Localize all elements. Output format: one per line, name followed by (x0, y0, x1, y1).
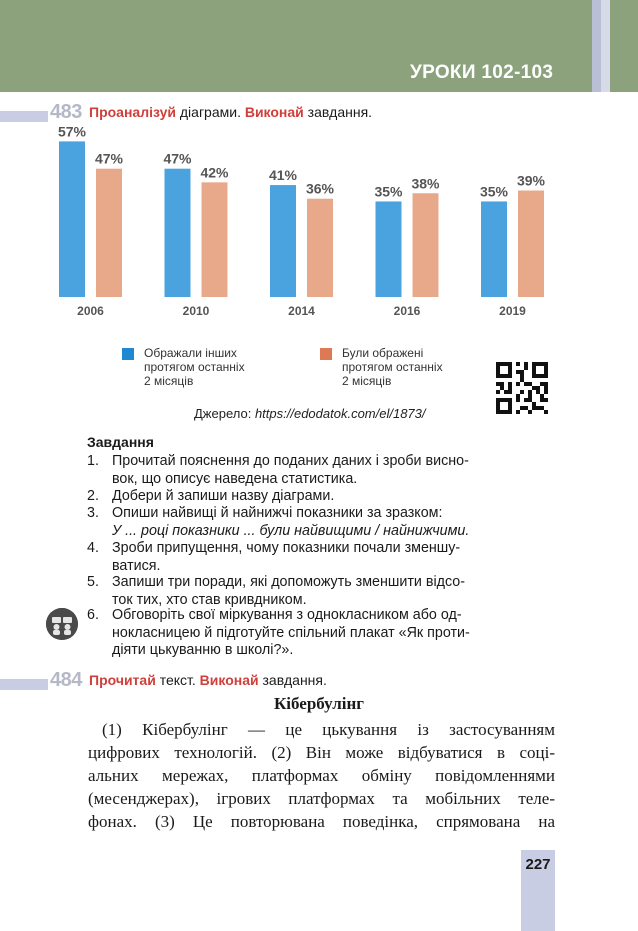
task-verb: Проаналізуй (89, 104, 176, 120)
section-title: Кібербулінг (273, 694, 365, 713)
chart-bar (202, 182, 228, 297)
task-text: текст. (155, 672, 200, 688)
chart-category-label: 2010 (182, 304, 210, 318)
chart-value-label: 41% (268, 167, 298, 184)
paragraph-line: фонах. (3) Це повторювана поведінка, спрямована на (88, 812, 555, 831)
task-item-line: вок, що описує наведена статистика. (112, 470, 358, 487)
chart-value-label: 38% (411, 175, 440, 192)
chart-bar (270, 185, 296, 297)
chart-value-label: 35% (479, 183, 509, 200)
chart-value-label: 47% (163, 150, 192, 167)
chart-category-label: 2014 (288, 304, 315, 318)
legend-swatch-victims (320, 348, 332, 360)
task-text: завдання. (258, 672, 327, 688)
paragraph-line: (1) Кібербулінг — це цькування із застосуванням (102, 720, 555, 739)
chart-category-label: 2016 (393, 304, 421, 318)
chart-value-label: 47% (94, 150, 124, 167)
chart-value-label: 42% (200, 164, 229, 181)
task-number: 484 (50, 669, 82, 691)
legend-label-victims: Були ображені протягом останніх 2 місяців (342, 346, 443, 388)
page-number: 227 (525, 856, 551, 873)
chart-value-label: 35% (374, 183, 403, 200)
chart-value-label: 36% (305, 180, 335, 197)
header-stripe (592, 0, 601, 92)
pair-work-icon (46, 608, 78, 640)
task-item-line: Добери й запиши назву діаграми. (112, 488, 335, 504)
task-item-line: Опиши найвищі й найнижчі показники за зразком: (112, 505, 443, 521)
task-marker-bar (0, 679, 48, 690)
bar-chart-svg (50, 125, 550, 325)
task-item-number: 3. (87, 505, 99, 521)
source-link[interactable]: https://edodatok.com/el/1873/ (254, 406, 426, 421)
paragraph-line: цифрових технологій. (2) Він може відбуватися в соці- (88, 743, 555, 762)
task-item-line: Зроби припущення, чому показники почали зменшу- (112, 540, 461, 556)
task-item-number: 6. (87, 607, 99, 623)
chart-value-label: 57% (57, 125, 87, 140)
task-item-line: Прочитай пояснення до поданих даних і зроби висно- (112, 453, 469, 469)
task-item-line: діяти цькуванню в школі?». (112, 642, 294, 658)
chart-bar (518, 191, 544, 297)
paragraph-line: альних мережах, платформах обміну повідомленнями (88, 766, 555, 785)
tasks-heading: Завдання (87, 434, 154, 450)
paragraph-line: (месенджерах), ігрових платформах та мобільних теле- (88, 789, 555, 808)
task-verb: Прочитай (89, 672, 156, 688)
task-item-line: нокласницею й підготуйте спільний плакат «Як проти- (112, 624, 470, 641)
chart-bar (481, 201, 507, 297)
task-item-number: 1. (87, 453, 99, 469)
chart-category-label: 2019 (499, 304, 526, 318)
task-number: 483 (50, 101, 82, 123)
task-item-number: 2. (87, 488, 99, 504)
task-marker-bar (0, 111, 48, 122)
chart-category-label: 2006 (77, 304, 104, 318)
chart-bar (307, 199, 333, 297)
task-item-line: ток тих, хто став кривдником. (112, 591, 307, 608)
source-label: Джерело: (194, 406, 255, 421)
source-line (194, 406, 426, 421)
task-verb: Виконай (244, 104, 304, 120)
header-stripe (601, 0, 610, 92)
lesson-title: УРОКИ 102-103 (410, 62, 554, 83)
qr-code-icon[interactable] (496, 362, 548, 414)
task-text: завдання. (303, 104, 373, 120)
chart-bar (165, 169, 191, 297)
chart-value-label: 39% (516, 172, 546, 189)
task-item-number: 4. (87, 540, 99, 556)
task-verb: Виконай (199, 672, 259, 688)
task-instruction (89, 104, 372, 120)
chart-bar (376, 201, 402, 297)
task-item-number: 5. (87, 574, 99, 590)
task-item-example: У ... році показники ... були найвищими / найнижчими. (112, 522, 470, 539)
chart-bar (59, 141, 85, 297)
task-instruction (89, 672, 327, 688)
task-item-line: Обговоріть свої міркування з однокласником або од- (112, 607, 462, 623)
chart-bar (96, 169, 122, 297)
task-item-line: ватися. (112, 557, 161, 574)
legend-label-offenders: Ображали інших протягом останніх 2 місяців (144, 346, 245, 388)
legend-swatch-offenders (122, 348, 134, 360)
task-item-line: Запиши три поради, які допоможуть зменшити відсо- (112, 574, 465, 590)
task-text: діаграми. (175, 104, 245, 120)
bar-chart (50, 125, 550, 325)
chart-bar (413, 193, 439, 297)
